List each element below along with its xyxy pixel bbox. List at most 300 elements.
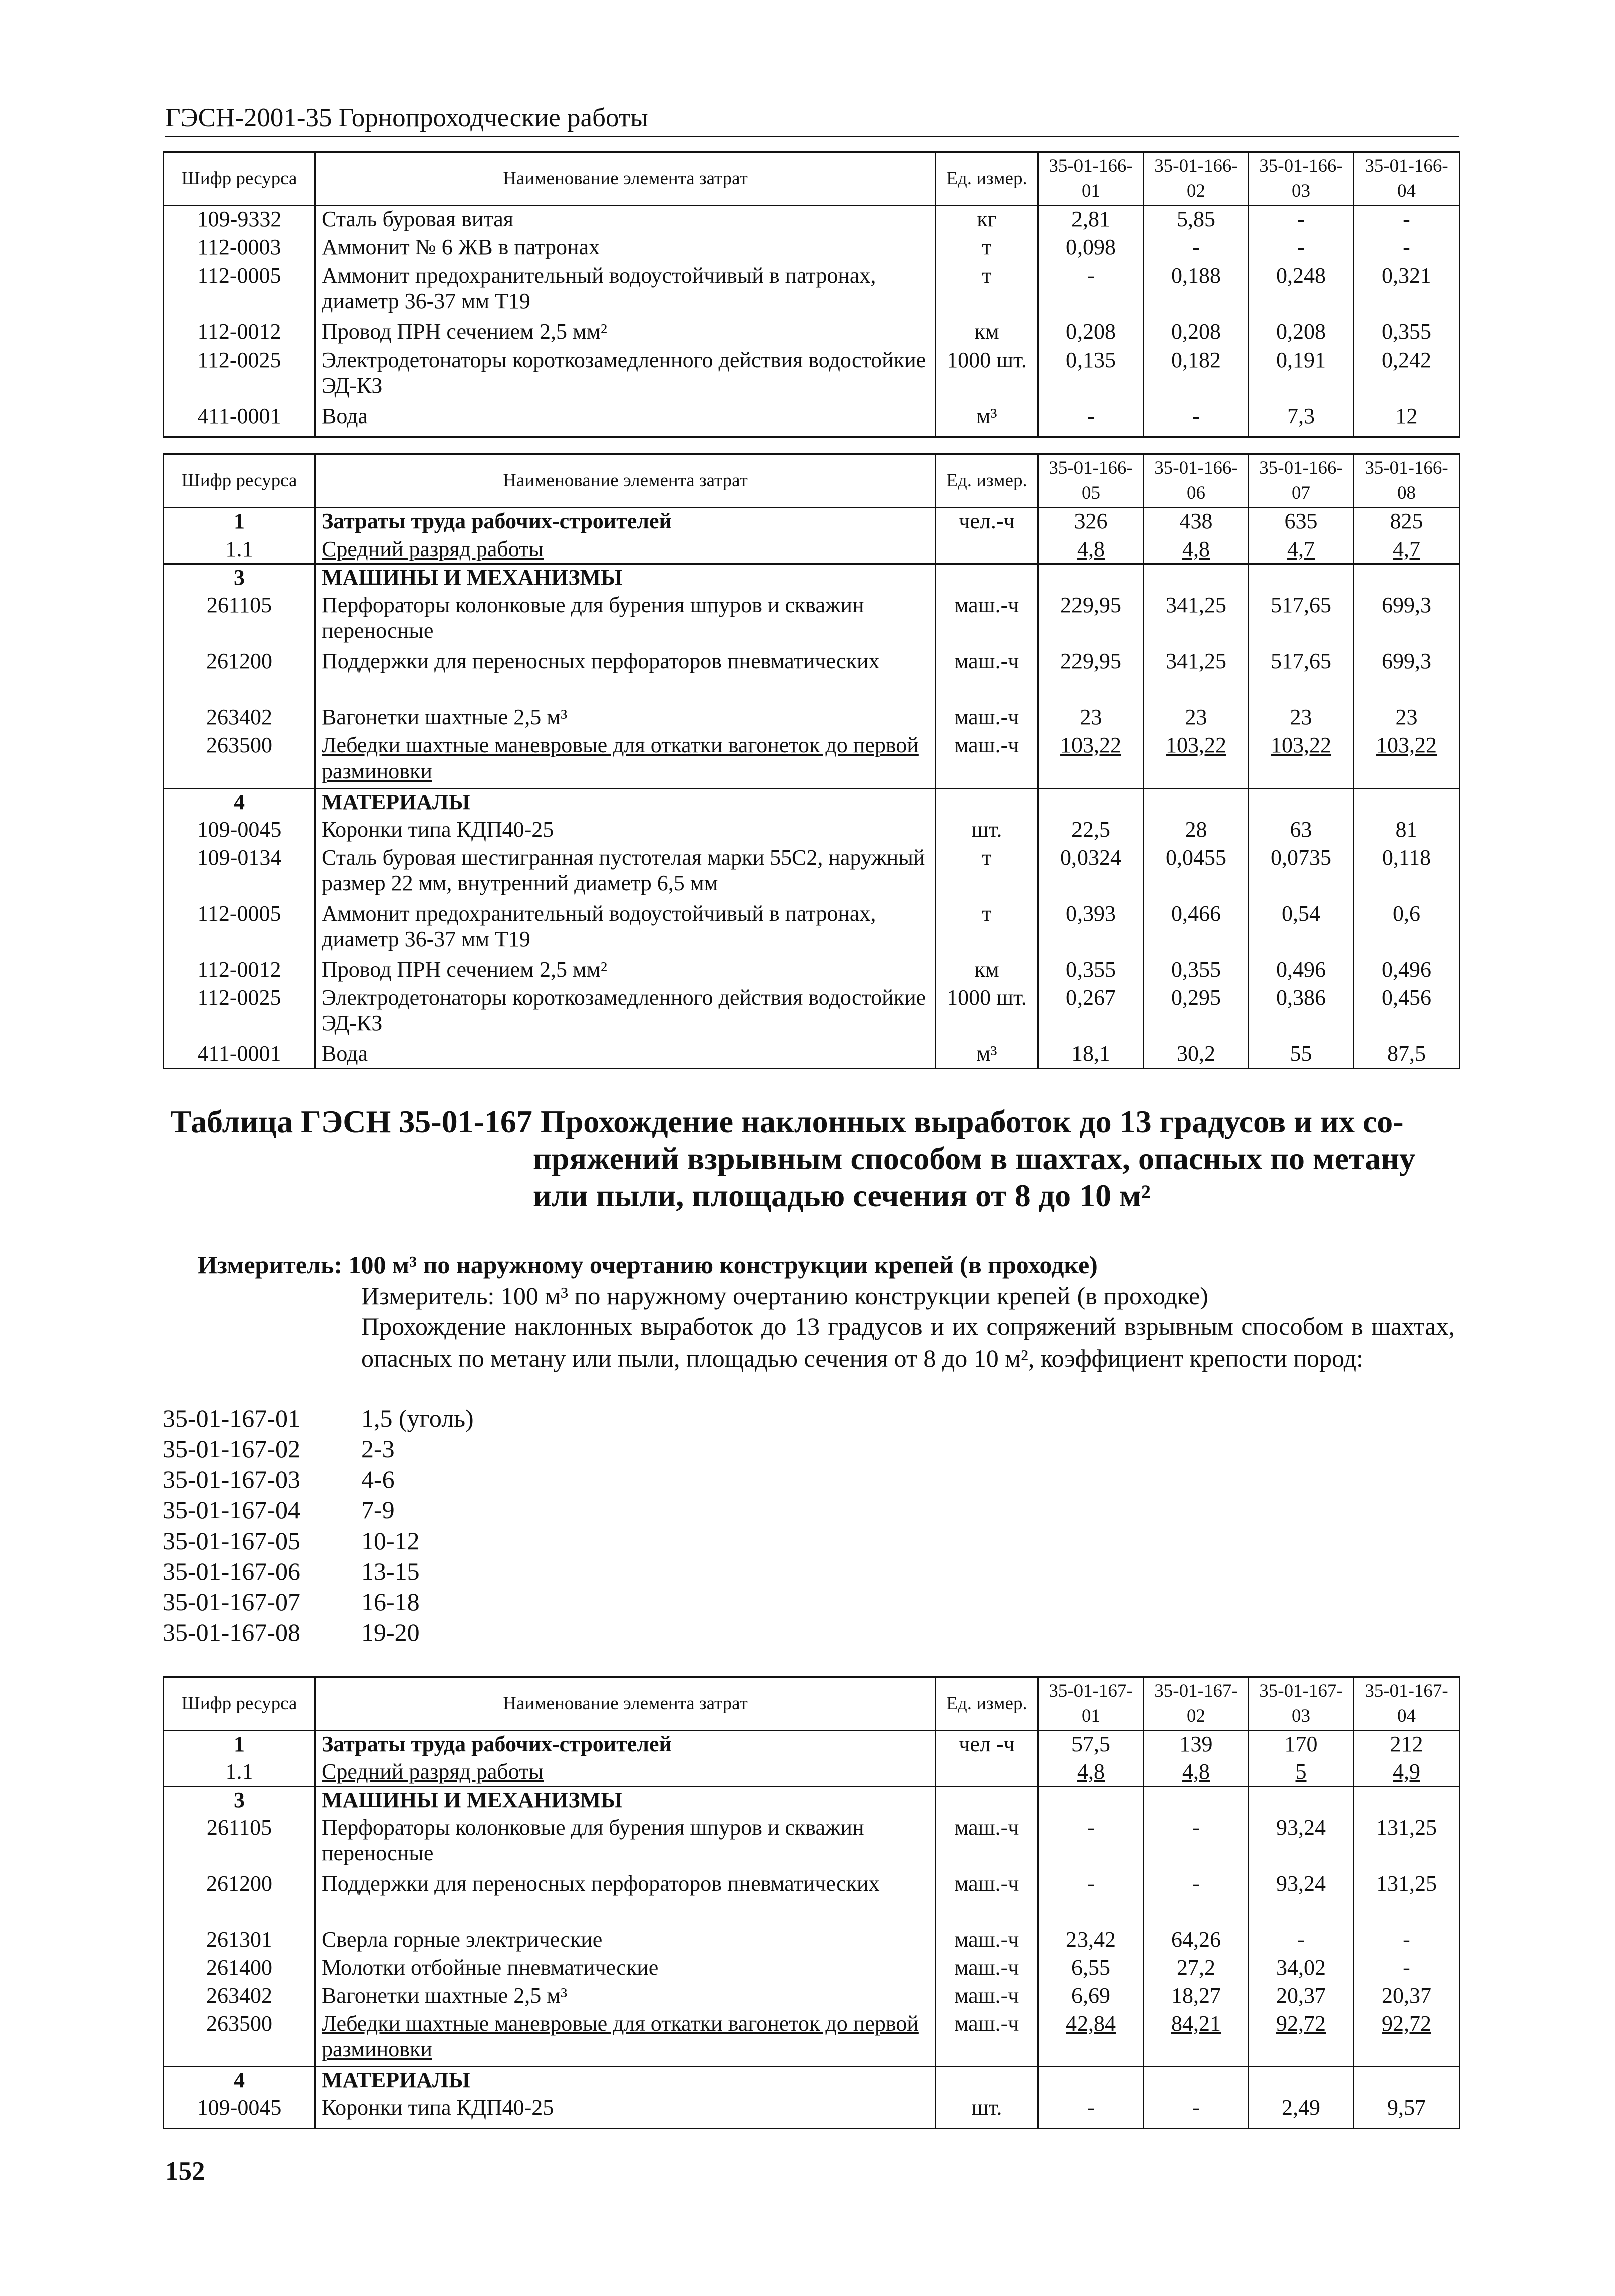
norm-value — [1354, 1955, 1460, 1983]
norm-value-text: - — [1087, 403, 1095, 428]
unit-of-measure: маш.-ч — [936, 1983, 1038, 2011]
norm-value — [1354, 1041, 1460, 1069]
norm-value-text: 229,95 — [1060, 592, 1121, 617]
norm-value — [1354, 2095, 1460, 2129]
code-list-hardness: 1,5 (уголь) — [361, 1404, 474, 1432]
cost-element-name — [315, 732, 936, 789]
norm-value — [1038, 536, 1144, 564]
norm-value — [1354, 234, 1460, 263]
norm-value — [1144, 648, 1249, 704]
norm-value — [1038, 1041, 1144, 1069]
norm-value — [1354, 1759, 1460, 1787]
resource-code: 261105 — [164, 592, 315, 648]
norm-value — [1354, 789, 1460, 817]
unit-of-measure: шт. — [936, 817, 1038, 845]
resource-code: 261200 — [164, 648, 315, 704]
resource-code: 263402 — [164, 704, 315, 732]
norm-value — [1038, 957, 1144, 985]
norm-value — [1038, 206, 1144, 234]
norm-value — [1249, 347, 1354, 403]
resource-code: 411-0001 — [164, 1041, 315, 1069]
norm-value — [1144, 1871, 1249, 1927]
code-list-hardness: 13-15 — [361, 1557, 420, 1585]
cost-element-name-text: Вагонетки шахтные 2,5 м³ — [322, 704, 568, 729]
table-row — [164, 648, 1460, 704]
norm-value — [1038, 1927, 1144, 1955]
column-header-name: Наименование элемента затрат — [315, 1677, 936, 1731]
table-row — [164, 1955, 1460, 1983]
table-row — [164, 592, 1460, 648]
norm-value-text: 18,1 — [1071, 1041, 1110, 1066]
norm-value — [1249, 263, 1354, 319]
resource-code: 109-0134 — [164, 845, 315, 901]
norm-value — [1038, 901, 1144, 957]
norm-value — [1038, 1983, 1144, 2011]
table-row — [164, 2095, 1460, 2129]
unit-of-measure — [936, 1787, 1038, 1815]
norm-value — [1144, 263, 1249, 319]
header-rule — [165, 136, 1459, 137]
column-header-norm-code: 35-01-166-08 — [1354, 454, 1460, 508]
norm-value — [1354, 1927, 1460, 1955]
norm-value-text: 20,37 — [1382, 1983, 1431, 2008]
unit-of-measure: маш.-ч — [936, 1871, 1038, 1927]
norm-value — [1354, 957, 1460, 985]
norm-value — [1354, 564, 1460, 592]
cost-element-name-text: Затраты труда рабочих-строителей — [322, 509, 672, 533]
norm-value — [1144, 789, 1249, 817]
cost-element-name — [315, 508, 936, 536]
norm-value-text: - — [1087, 263, 1095, 288]
unit-of-measure: т — [936, 263, 1038, 319]
norm-value — [1249, 2067, 1354, 2095]
norm-value-text: 30,2 — [1177, 1041, 1215, 1066]
norm-value — [1354, 985, 1460, 1041]
table-row — [164, 1787, 1460, 1815]
resource-code: 4 — [164, 789, 315, 817]
norm-value-text: 6,55 — [1071, 1955, 1110, 1980]
unit-of-measure: кг — [936, 206, 1038, 234]
norm-value-text: 12 — [1395, 403, 1418, 428]
norm-value-text: 4,9 — [1393, 1759, 1420, 1784]
norm-value — [1249, 1815, 1354, 1871]
norm-value-text: 170 — [1284, 1732, 1318, 1756]
cost-element-name — [315, 536, 936, 564]
norm-value — [1038, 789, 1144, 817]
norm-value-text: 93,24 — [1276, 1815, 1326, 1840]
norm-value-text: 0,0455 — [1166, 845, 1226, 870]
norm-value-text: 4,8 — [1077, 1759, 1105, 1784]
norm-value — [1038, 403, 1144, 437]
resource-code: 1 — [164, 1731, 315, 1759]
norm-value — [1144, 564, 1249, 592]
resource-code: 261105 — [164, 1815, 315, 1871]
norm-value-text: 0,355 — [1382, 319, 1431, 344]
norm-value — [1249, 1983, 1354, 2011]
resource-code: 112-0025 — [164, 985, 315, 1041]
cost-element-name — [315, 901, 936, 957]
cost-element-name — [315, 1927, 936, 1955]
norm-value — [1249, 592, 1354, 648]
table-row — [164, 901, 1460, 957]
cost-element-name-text: Аммонит предохранительный водоустойчивый в патронах, диаметр 36-37 мм Т19 — [322, 901, 876, 951]
norm-value — [1249, 704, 1354, 732]
norm-value — [1249, 845, 1354, 901]
norm-value — [1038, 2067, 1144, 2095]
resource-code: 112-0012 — [164, 957, 315, 985]
norm-value-text: 7,3 — [1287, 403, 1315, 428]
norm-value — [1249, 1731, 1354, 1759]
code-list-item — [163, 1556, 474, 1587]
rock-hardness-code-list — [163, 1403, 474, 1648]
column-header-norm-code: 35-01-166-03 — [1249, 152, 1354, 206]
norm-value — [1144, 1983, 1249, 2011]
column-header-unit: Ед. измер. — [936, 152, 1038, 206]
norm-value — [1249, 234, 1354, 263]
norm-value-text: 0,098 — [1066, 234, 1116, 259]
norm-value-text: 438 — [1179, 509, 1213, 533]
cost-element-name-text: Электродетонаторы короткозамедленного действия водостойкие ЭД-КЗ — [322, 347, 926, 398]
cost-element-name — [315, 2095, 936, 2129]
cost-element-name — [315, 957, 936, 985]
cost-element-name-text: Электродетонаторы короткозамедленного действия водостойкие ЭД-КЗ — [322, 985, 926, 1035]
norm-value-text: 2,81 — [1071, 207, 1110, 231]
norm-value — [1038, 592, 1144, 648]
resource-code: 261301 — [164, 1927, 315, 1955]
norm-value-text: 139 — [1179, 1732, 1213, 1756]
cost-element-name — [315, 985, 936, 1041]
norm-value-text: 0,54 — [1282, 901, 1320, 926]
norm-value-text: - — [1297, 207, 1305, 231]
cost-element-name-text: МАШИНЫ И МЕХАНИЗМЫ — [322, 565, 623, 590]
column-header-code: Шифр ресурса — [164, 454, 315, 508]
cost-element-name-text: Затраты труда рабочих-строителей — [322, 1732, 672, 1756]
resource-table-166-b — [163, 453, 1460, 1069]
cost-element-name — [315, 206, 936, 234]
table-row — [164, 206, 1460, 234]
unit-of-measure: маш.-ч — [936, 2011, 1038, 2067]
norm-value — [1038, 1787, 1144, 1815]
cost-element-name-text: Коронки типа КДП40-25 — [322, 817, 554, 842]
code-list-item — [163, 1403, 474, 1434]
resource-code: 112-0005 — [164, 263, 315, 319]
unit-of-measure: чел -ч — [936, 1731, 1038, 1759]
cost-element-name — [315, 564, 936, 592]
resource-code: 3 — [164, 1787, 315, 1815]
norm-value-text: 825 — [1390, 509, 1423, 533]
cost-element-name-text: Лебедки шахтные маневровые для откатки вагонеток до первой разминовки — [322, 732, 919, 783]
norm-value-text: 18,27 — [1171, 1983, 1221, 2008]
code-list-hardness: 2-3 — [361, 1435, 395, 1463]
norm-value-text: 6,69 — [1071, 1983, 1110, 2008]
norm-value-text: 42,84 — [1066, 2011, 1116, 2036]
norm-value — [1249, 508, 1354, 536]
norm-value — [1249, 2095, 1354, 2129]
table-row — [164, 1983, 1460, 2011]
norm-value — [1144, 1731, 1249, 1759]
code-list-item — [163, 1464, 474, 1495]
norm-value — [1354, 648, 1460, 704]
norm-value-text: 93,24 — [1276, 1871, 1326, 1896]
code-list-item — [163, 1434, 474, 1464]
cost-element-name-text: Вагонетки шахтные 2,5 м³ — [322, 1983, 568, 2008]
norm-value-text: 5,85 — [1177, 207, 1215, 231]
norm-value-text: 84,21 — [1171, 2011, 1221, 2036]
norm-value — [1144, 1927, 1249, 1955]
resource-code: 109-9332 — [164, 206, 315, 234]
norm-value — [1038, 564, 1144, 592]
unit-of-measure — [936, 2067, 1038, 2095]
norm-value — [1249, 536, 1354, 564]
norm-value-text: - — [1192, 1871, 1200, 1896]
norm-value-text: 34,02 — [1276, 1955, 1326, 1980]
norm-value — [1354, 817, 1460, 845]
resource-code: 263402 — [164, 1983, 315, 2011]
norm-value — [1038, 1871, 1144, 1927]
norm-value-text: - — [1192, 2095, 1200, 2120]
norm-value — [1354, 592, 1460, 648]
norm-value — [1354, 2011, 1460, 2067]
norm-value — [1354, 845, 1460, 901]
table-title-line-3: или пыли, площадью сечения от 8 до 10 м² — [533, 1178, 1151, 1213]
norm-value-text: 0,208 — [1276, 319, 1326, 344]
cost-element-name-text: Лебедки шахтные маневровые для откатки вагонеток до первой разминовки — [322, 2011, 919, 2061]
cost-element-name-text: Поддержки для переносных перфораторов пневматических — [322, 1871, 880, 1896]
norm-value-text: 0,208 — [1171, 319, 1221, 344]
resource-code: 109-0045 — [164, 817, 315, 845]
code-list-hardness: 19-20 — [361, 1618, 420, 1646]
unit-of-measure: маш.-ч — [936, 704, 1038, 732]
cost-element-name-text: Провод ПРН сечением 2,5 мм² — [322, 957, 607, 982]
norm-value-text: 326 — [1074, 509, 1108, 533]
norm-value-text: 23 — [1080, 704, 1102, 729]
column-header-norm-code: 35-01-167-02 — [1144, 1677, 1249, 1731]
table-row — [164, 1871, 1460, 1927]
cost-element-name — [315, 2067, 936, 2095]
norm-value-text: - — [1192, 403, 1200, 428]
unit-of-measure: м³ — [936, 403, 1038, 437]
cost-element-name — [315, 817, 936, 845]
cost-element-name — [315, 704, 936, 732]
unit-of-measure: маш.-ч — [936, 732, 1038, 789]
norm-value-text: 103,22 — [1376, 732, 1437, 757]
column-header-name: Наименование элемента затрат — [315, 454, 936, 508]
resource-code: 1.1 — [164, 1759, 315, 1787]
norm-value-text: 0,188 — [1171, 263, 1221, 288]
norm-value — [1144, 985, 1249, 1041]
norm-value-text: 4,7 — [1393, 536, 1420, 561]
norm-value-text: 0,6 — [1393, 901, 1420, 926]
code-list-item — [163, 1587, 474, 1617]
norm-value — [1038, 985, 1144, 1041]
norm-value — [1249, 732, 1354, 789]
norm-value-text: 517,65 — [1271, 592, 1331, 617]
norm-value — [1354, 2067, 1460, 2095]
code-list-code: 35-01-167-07 — [163, 1588, 300, 1616]
norm-value — [1249, 817, 1354, 845]
table-row — [164, 957, 1460, 985]
norm-value-text: 63 — [1290, 817, 1312, 842]
norm-value-text: - — [1087, 1815, 1095, 1840]
norm-value-text: 635 — [1284, 509, 1318, 533]
norm-value-text: 27,2 — [1177, 1955, 1215, 1980]
cost-element-name-text: Перфораторы колонковые для бурения шпуров и скважин переносные — [322, 1815, 864, 1865]
norm-value — [1249, 1955, 1354, 1983]
cost-element-name-text: Средний разряд работы — [322, 1759, 544, 1784]
cost-element-name — [315, 1759, 936, 1787]
column-header-norm-code: 35-01-166-07 — [1249, 454, 1354, 508]
norm-value-text: 517,65 — [1271, 648, 1331, 673]
norm-value-text: 699,3 — [1382, 648, 1431, 673]
column-header-code: Шифр ресурса — [164, 1677, 315, 1731]
resource-table-166-a — [163, 151, 1460, 438]
code-list-item — [163, 1525, 474, 1556]
norm-value — [1354, 263, 1460, 319]
norm-value-text: 0,242 — [1382, 347, 1431, 372]
norm-value-text: 0,267 — [1066, 985, 1116, 1010]
table-row — [164, 1759, 1460, 1787]
resource-code: 109-0045 — [164, 2095, 315, 2129]
norm-value — [1354, 1731, 1460, 1759]
table-row — [164, 319, 1460, 347]
norm-value — [1144, 1041, 1249, 1069]
unit-of-measure: чел.-ч — [936, 508, 1038, 536]
norm-value — [1144, 1787, 1249, 1815]
norm-value-text: 4,8 — [1182, 1759, 1210, 1784]
measure-unit-plain: Измеритель: 100 м³ по наружному очертанию конструкции крепей (в проходке) — [361, 1282, 1208, 1310]
norm-value — [1144, 732, 1249, 789]
norm-value-text: 64,26 — [1171, 1927, 1221, 1952]
code-list-hardness: 4-6 — [361, 1465, 395, 1493]
norm-value-text: 0,118 — [1382, 845, 1431, 870]
unit-of-measure: т — [936, 845, 1038, 901]
norm-value-text: 5 — [1295, 1759, 1307, 1784]
table-header-row — [164, 1677, 1460, 1731]
table-row — [164, 564, 1460, 592]
norm-value-text: 0,295 — [1171, 985, 1221, 1010]
norm-value — [1144, 2095, 1249, 2129]
table-row — [164, 263, 1460, 319]
unit-of-measure: маш.-ч — [936, 1927, 1038, 1955]
norm-value — [1038, 648, 1144, 704]
norm-value-text: 23 — [1290, 704, 1312, 729]
resource-code: 1.1 — [164, 536, 315, 564]
norm-value-text: 0,466 — [1171, 901, 1221, 926]
table-row — [164, 704, 1460, 732]
cost-element-name — [315, 845, 936, 901]
cost-element-name — [315, 347, 936, 403]
resource-code: 411-0001 — [164, 403, 315, 437]
norm-value-text: 4,7 — [1287, 536, 1315, 561]
norm-value-text: 87,5 — [1387, 1041, 1426, 1066]
norm-value — [1249, 564, 1354, 592]
unit-of-measure — [936, 789, 1038, 817]
code-list-hardness: 10-12 — [361, 1526, 420, 1555]
norm-value-text: - — [1403, 1927, 1410, 1952]
table-title-line-1: Таблица ГЭСН 35-01-167 Прохождение наклонных выработок до 13 градусов и их со- — [170, 1104, 1404, 1139]
norm-value-text: 0,393 — [1066, 901, 1116, 926]
norm-value-text: - — [1403, 234, 1410, 259]
norm-value — [1249, 319, 1354, 347]
cost-element-name-text: Перфораторы колонковые для бурения шпуров и скважин переносные — [322, 592, 864, 643]
norm-value — [1249, 789, 1354, 817]
cost-element-name-text: Вода — [322, 1041, 368, 1066]
work-description: Прохождение наклонных выработок до 13 градусов и их сопряжений взрывным способом в шахтах, опасных по метану или пыли, площадью сечения от 8 до 10 м², коэффициент крепости пород: — [361, 1312, 1455, 1372]
norm-value — [1144, 536, 1249, 564]
norm-value — [1144, 817, 1249, 845]
norm-value — [1038, 704, 1144, 732]
norm-value — [1354, 508, 1460, 536]
norm-value-text: 0,456 — [1382, 985, 1431, 1010]
table-row — [164, 403, 1460, 437]
norm-value — [1038, 1955, 1144, 1983]
column-header-norm-code: 35-01-166-01 — [1038, 152, 1144, 206]
norm-value-text: 0,0735 — [1271, 845, 1331, 870]
norm-value — [1354, 403, 1460, 437]
resource-code: 112-0003 — [164, 234, 315, 263]
norm-value — [1354, 1815, 1460, 1871]
cost-element-name — [315, 1871, 936, 1927]
norm-value — [1354, 206, 1460, 234]
norm-value-text: 229,95 — [1060, 648, 1121, 673]
norm-value-text: 341,25 — [1166, 648, 1226, 673]
cost-element-name — [315, 1815, 936, 1871]
norm-value — [1038, 732, 1144, 789]
table-row — [164, 789, 1460, 817]
unit-of-measure: 1000 шт. — [936, 985, 1038, 1041]
table-row — [164, 1927, 1460, 1955]
norm-value-text: 0,355 — [1066, 957, 1116, 982]
unit-of-measure — [936, 536, 1038, 564]
norm-value-text: - — [1403, 1955, 1410, 1980]
resource-code: 261200 — [164, 1871, 315, 1927]
norm-value-text: 22,5 — [1071, 817, 1110, 842]
norm-value-text: 103,22 — [1166, 732, 1226, 757]
norm-value — [1038, 263, 1144, 319]
norm-value — [1038, 347, 1144, 403]
norm-value-text: 23,42 — [1066, 1927, 1116, 1952]
norm-value — [1354, 1983, 1460, 2011]
norm-value-text: 0,248 — [1276, 263, 1326, 288]
resource-code: 3 — [164, 564, 315, 592]
code-list-code: 35-01-167-01 — [163, 1404, 300, 1432]
column-header-unit: Ед. измер. — [936, 454, 1038, 508]
cost-element-name-text: Сталь буровая витая — [322, 207, 514, 231]
cost-element-name — [315, 263, 936, 319]
table-row — [164, 2011, 1460, 2067]
cost-element-name-text: МАТЕРИАЛЫ — [322, 790, 470, 814]
cost-element-name — [315, 592, 936, 648]
column-header-norm-code: 35-01-167-04 — [1354, 1677, 1460, 1731]
resource-code: 112-0025 — [164, 347, 315, 403]
resource-table-167 — [163, 1676, 1460, 2129]
column-header-unit: Ед. измер. — [936, 1677, 1038, 1731]
norm-value — [1249, 206, 1354, 234]
cost-element-name — [315, 403, 936, 437]
norm-value — [1144, 1759, 1249, 1787]
code-list-item — [163, 1495, 474, 1525]
norm-value-text: 0,386 — [1276, 985, 1326, 1010]
norm-value — [1354, 347, 1460, 403]
unit-of-measure: км — [936, 957, 1038, 985]
resource-code: 4 — [164, 2067, 315, 2095]
norm-value-text: 2,49 — [1282, 2095, 1320, 2120]
norm-value-text: 20,37 — [1276, 1983, 1326, 2008]
norm-value-text: 0,182 — [1171, 347, 1221, 372]
cost-element-name — [315, 319, 936, 347]
norm-value — [1249, 985, 1354, 1041]
table-title — [170, 1103, 1451, 1214]
